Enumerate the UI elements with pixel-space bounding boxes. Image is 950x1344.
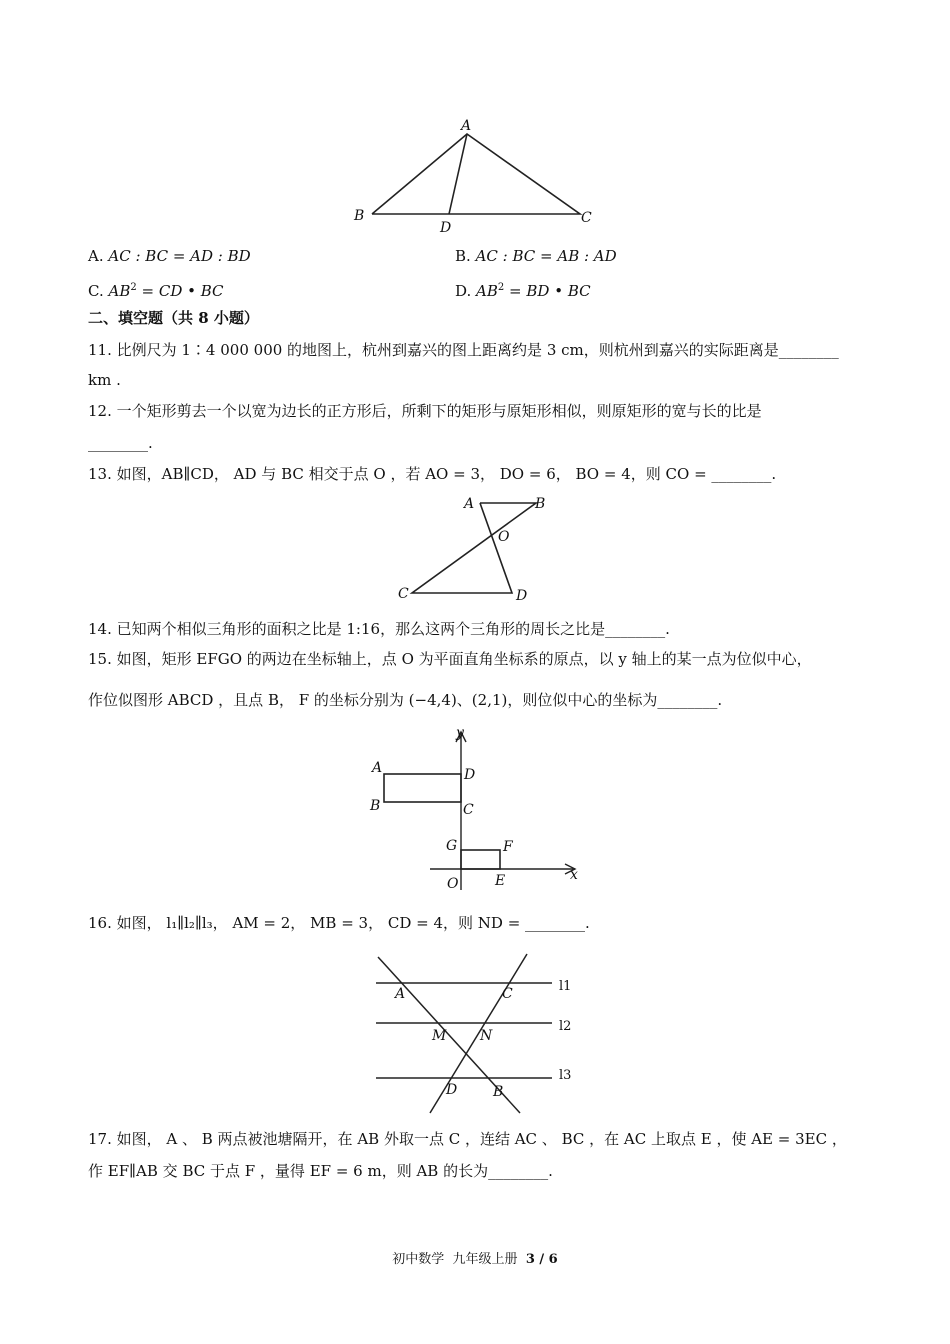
option-expr-pre: AB xyxy=(476,282,498,300)
label-c: C xyxy=(502,986,513,1002)
question-13: 13. 如图，AB∥CD， AD 与 BC 相交于点 O ，若 AO = 3， DO = 6， BO = 4，则 CO = ________. xyxy=(88,465,777,483)
question-11-line1: 11. 比例尺为 1∶4 000 000 的地图上，杭州到嘉兴的图上距离约是 3 cm，则杭州到嘉兴的实际距离是________ xyxy=(88,341,839,359)
page-footer xyxy=(0,1248,950,1267)
label-d: D xyxy=(516,588,528,604)
label-e: E xyxy=(495,873,506,889)
label-d: D xyxy=(440,220,452,236)
label-a: A xyxy=(395,986,406,1002)
label-d: D xyxy=(464,767,476,783)
label-a: A xyxy=(464,496,475,512)
label-y: y xyxy=(456,725,464,741)
option-letter: A. xyxy=(88,247,104,265)
question-15-line1: 15. 如图，矩形 EFGO 的两边在坐标轴上，点 O 为平面直角坐标系的原点，以 y 轴上的某一点为位似中心， xyxy=(88,650,812,668)
question-17-line2: 作 EF∥AB 交 BC 于点 F ，量得 EF = 6 m，则 AB 的长为________. xyxy=(88,1162,553,1180)
label-a: A xyxy=(461,118,472,134)
label-c: C xyxy=(463,802,474,818)
label-b: B xyxy=(493,1084,504,1100)
label-a: A xyxy=(372,760,383,776)
label-o: O xyxy=(447,876,459,892)
question-11-line2: km . xyxy=(88,371,121,389)
option-expr-post: = BD • BC xyxy=(504,282,591,300)
label-l2: l2 xyxy=(559,1019,572,1034)
label-m: M xyxy=(432,1028,447,1044)
footer-course: 初中数学 xyxy=(392,1252,445,1267)
option-expr: AC : BC = AD : BD xyxy=(108,247,251,265)
label-b: B xyxy=(535,496,546,512)
footer-page: 3 / 6 xyxy=(525,1252,558,1267)
label-c: C xyxy=(398,586,409,602)
label-x: x xyxy=(570,867,578,883)
section-title: 二、填空题（共 8 小题） xyxy=(88,309,259,327)
label-l1: l1 xyxy=(559,979,572,994)
label-b: B xyxy=(354,208,365,224)
footer-grade: 九年级上册 xyxy=(452,1252,518,1267)
option-expr: AC : BC = AB : AD xyxy=(475,247,617,265)
label-n: N xyxy=(480,1028,493,1044)
option-sup: 2 xyxy=(497,282,505,293)
label-o: O xyxy=(498,529,510,545)
option-sup: 2 xyxy=(130,282,137,293)
option-letter: D. xyxy=(455,282,472,300)
label-g: G xyxy=(446,838,458,854)
label-b: B xyxy=(370,798,381,814)
question-15-line2: 作位似图形 ABCD ，且点 B， F 的坐标分别为 (−4,4)、(2,1)，则位似中心的坐标为________. xyxy=(88,691,723,709)
option-expr-pre: AB xyxy=(108,282,131,300)
label-d: D xyxy=(446,1082,458,1098)
label-l3: l3 xyxy=(559,1068,572,1083)
question-17-line1: 17. 如图， A 、 B 两点被池塘隔开，在 AB 外取一点 C ，连结 AC 、 BC ，在 AC 上取点 E ，使 AE = 3EC ， xyxy=(88,1130,847,1148)
question-16: 16. 如图， l₁∥l₂∥l₃， AM = 2， MB = 3， CD = 4，则 ND = ________. xyxy=(88,914,590,932)
question-12-line1: 12. 一个矩形剪去一个以宽为边长的正方形后，所剩下的矩形与原矩形相似，则原矩形的宽与长的比是 xyxy=(88,402,762,420)
option-letter: B. xyxy=(455,247,471,265)
option-expr-post: = CD • BC xyxy=(136,282,224,300)
label-c: C xyxy=(581,210,592,226)
option-letter: C. xyxy=(88,282,104,300)
question-12-line2: ________. xyxy=(88,434,153,452)
question-14: 14. 已知两个相似三角形的面积之比是 1:16，那么这两个三角形的周长之比是________. xyxy=(88,620,670,638)
label-f: F xyxy=(503,839,513,855)
